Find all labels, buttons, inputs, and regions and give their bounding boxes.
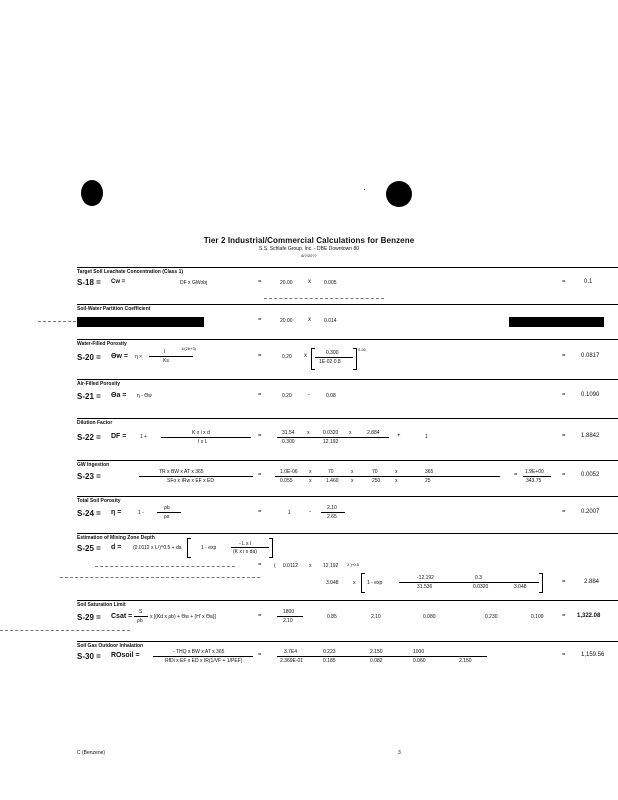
equation-formula: DF x GWobj bbox=[180, 280, 208, 286]
result-value: 0.1 bbox=[584, 279, 593, 285]
row3-num-2: 0.3 bbox=[475, 575, 482, 581]
value-1: 20.00 bbox=[280, 280, 293, 286]
equals-sign: = bbox=[258, 562, 262, 568]
row3-num-1: -12.192 bbox=[417, 575, 434, 581]
equation-symbol: Θa = bbox=[111, 392, 127, 399]
result-value: 1.8842 bbox=[581, 433, 600, 439]
times-1: x bbox=[309, 469, 312, 475]
fraction-bar bbox=[161, 437, 251, 438]
formula-frac-num: - L x I bbox=[239, 541, 252, 547]
numerator-3: 70 bbox=[372, 469, 378, 475]
value-1: 1 bbox=[288, 510, 291, 516]
equals-sign: = bbox=[258, 509, 262, 515]
bracket-left bbox=[187, 538, 191, 558]
denominator-4: 0.060 bbox=[413, 658, 426, 664]
equation-id: S-24 = bbox=[77, 509, 101, 518]
row3-times: x bbox=[353, 580, 356, 586]
numerator-2: 0.223 bbox=[323, 649, 336, 655]
times-4: x bbox=[309, 478, 312, 484]
section-title: Water-Filled Porosity bbox=[77, 341, 127, 347]
page-number: 3 bbox=[398, 750, 401, 756]
equals-sign: = bbox=[258, 353, 262, 359]
equals-sign-2: = bbox=[562, 613, 566, 619]
section-title: Estimation of Mixing Zone Depth bbox=[77, 535, 155, 541]
value-2: 0.08 bbox=[326, 393, 336, 399]
fraction-bar bbox=[139, 476, 253, 477]
denominator-5: 2.150 bbox=[459, 658, 472, 664]
formula-frac-den: ρb bbox=[137, 618, 143, 624]
exponent-value: 0.26 bbox=[358, 347, 366, 352]
formula-eta: η × bbox=[135, 354, 143, 360]
row2-paren: ( bbox=[274, 563, 276, 569]
equals-sign: = bbox=[258, 472, 262, 478]
formula-one: 1 - bbox=[138, 510, 144, 516]
equation-symbol: ROsoil = bbox=[111, 652, 140, 659]
value-5: 0.230 bbox=[485, 614, 498, 620]
row3-exp: 1 - exp bbox=[367, 580, 383, 586]
value-2: 0.005 bbox=[324, 280, 337, 286]
row3-den-3: 3.048 bbox=[514, 584, 527, 590]
fraction-bar bbox=[315, 357, 353, 358]
section-s20 bbox=[77, 339, 618, 378]
formula-denominator: ρs bbox=[164, 514, 170, 520]
ratio-numerator: 1.9E+00 bbox=[525, 469, 544, 475]
equation-id: S-18 = bbox=[77, 278, 101, 287]
fraction-bar-values bbox=[275, 476, 500, 477]
result-value: 2.884 bbox=[584, 579, 600, 585]
scan-artifact bbox=[0, 630, 130, 631]
times-3: x bbox=[395, 469, 398, 475]
fraction-denominator: 1E-02 0.8 bbox=[319, 359, 341, 365]
equals-sign-2: = bbox=[562, 472, 566, 478]
fraction-bar-values bbox=[277, 656, 487, 657]
row3-den-1: 31.536 bbox=[417, 584, 433, 590]
row3-value-1: 3.048 bbox=[326, 580, 339, 586]
equals-sign-2: = bbox=[562, 652, 566, 658]
value-6: 0.109 bbox=[531, 614, 544, 620]
equals-sign-2: = bbox=[562, 279, 566, 285]
formula-denominator: SFo x IRw x EF x ED bbox=[167, 478, 214, 484]
equals-sign: = bbox=[258, 279, 262, 285]
equation-symbol: Θw = bbox=[111, 353, 128, 360]
bracket-right bbox=[269, 538, 273, 558]
section-title: Soil Saturation Limit bbox=[77, 602, 126, 608]
section-title: Dilution Factor bbox=[77, 420, 113, 426]
value-1: 20.00 bbox=[280, 318, 293, 324]
section-title: Soil-Water Partition Coefficient bbox=[77, 306, 151, 312]
formula-frac-den: (K x i x da) bbox=[233, 549, 257, 555]
equation-id: S-22 = bbox=[77, 433, 101, 442]
denominator-1: 0.300 bbox=[282, 439, 295, 445]
numerator-4: 1000 bbox=[413, 649, 425, 655]
section-s23 bbox=[77, 460, 618, 495]
equation-symbol: DF = bbox=[111, 433, 127, 440]
fraction-bar bbox=[157, 512, 181, 513]
equals-sign-2: = bbox=[562, 433, 566, 439]
equation-symbol: η = bbox=[111, 509, 122, 516]
formula-exp: 1 - exp bbox=[201, 545, 217, 551]
value-3: 2.10 bbox=[371, 614, 381, 620]
redaction-right bbox=[509, 317, 604, 327]
equation-id: S-30 = bbox=[77, 652, 101, 661]
formula-denominator: RfDi x EF x ED x IR(1/VF + 1/PEF) bbox=[165, 658, 243, 664]
equals-sign-mid: = bbox=[514, 472, 518, 478]
row3-den-2: 0.0320 bbox=[473, 584, 489, 590]
times-6: x bbox=[395, 478, 398, 484]
numerator-2: 0.0320 bbox=[323, 430, 339, 436]
fraction-bar-values bbox=[277, 616, 303, 617]
section-title: Target Soil Leachate Concentration (Class 1) bbox=[77, 269, 184, 275]
times-2: x bbox=[351, 469, 354, 475]
page-date: 8/?/20?? bbox=[301, 253, 317, 258]
formula-numerator: I bbox=[164, 349, 166, 355]
equation-id: S-29 = bbox=[77, 613, 101, 622]
equation-id: S-20 = bbox=[77, 353, 101, 362]
fraction-numerator: 2.10 bbox=[327, 505, 337, 511]
ratio-denominator: 343.75 bbox=[526, 478, 542, 484]
equation-id: S-23 = bbox=[77, 472, 101, 481]
result-value: 0.0052 bbox=[581, 472, 600, 478]
section-s25 bbox=[77, 533, 618, 596]
footer-left: C (Benzene) bbox=[77, 750, 106, 756]
numerator-2: 70 bbox=[328, 469, 334, 475]
numerator-1: 31.54 bbox=[282, 430, 295, 436]
denominator-2: 12.192 bbox=[323, 439, 339, 445]
denominator-2: 1.460 bbox=[326, 478, 339, 484]
equals-sign: = bbox=[258, 613, 262, 619]
fraction-bar-values bbox=[321, 512, 345, 513]
times-sign: x bbox=[308, 317, 311, 323]
result-value: 1,159.56 bbox=[581, 652, 605, 658]
formula-main: (0.0112 x L²)^0.5 + da bbox=[133, 545, 182, 551]
row2-times: x bbox=[309, 563, 312, 569]
equation-symbol: Cw = bbox=[111, 279, 126, 285]
times-1: x bbox=[307, 430, 310, 436]
equation-symbol: Csat = bbox=[111, 613, 133, 620]
formula-numerator: ρb bbox=[164, 505, 170, 511]
denominator-3: 250 bbox=[372, 478, 381, 484]
fraction-bar bbox=[153, 656, 253, 657]
equals-sign-2: = bbox=[562, 392, 566, 398]
denominator-1: 2.10 bbox=[283, 618, 293, 624]
times-sign: x bbox=[308, 279, 311, 285]
result-value: 0.0817 bbox=[581, 353, 600, 359]
speck bbox=[364, 189, 365, 190]
punch-hole-right bbox=[386, 181, 412, 207]
page-subtitle: S.S. Schlafe Group, Inc. - DBE Downtown 80 bbox=[258, 246, 360, 252]
row2-value-1: 0.0112 bbox=[283, 563, 298, 569]
row3-bracket-right bbox=[539, 573, 543, 593]
plus-sign: + bbox=[397, 433, 401, 439]
result-value: 0.1090 bbox=[581, 392, 600, 398]
formula-numerator: K x i x d bbox=[192, 430, 210, 436]
denominator-1: 0.055 bbox=[280, 478, 293, 484]
formula-denominator: I x L bbox=[198, 439, 208, 445]
equals-sign-2: = bbox=[562, 579, 566, 585]
scan-artifact bbox=[38, 321, 76, 322]
minus-sign: - bbox=[308, 392, 310, 398]
bracket-left bbox=[311, 348, 315, 370]
equation-formula: η - Θw bbox=[137, 393, 152, 399]
formula-exponent: 1/(2b+3) bbox=[181, 346, 197, 351]
result-value: 1,322.08 bbox=[577, 613, 601, 619]
formula-denominator: Ks bbox=[163, 358, 169, 364]
formula-one: 1 + bbox=[140, 434, 148, 440]
scan-artifact bbox=[95, 566, 235, 567]
section-s21 bbox=[77, 379, 618, 414]
section-title: Air-Filled Porosity bbox=[77, 381, 121, 387]
value-1: 0.20 bbox=[282, 354, 292, 360]
value-2: 0.014 bbox=[324, 318, 337, 324]
row2-value-2: 12.192 bbox=[323, 563, 339, 569]
section-title: Total Soil Porosity bbox=[77, 498, 121, 504]
numerator-1: 1800 bbox=[283, 609, 295, 615]
scan-artifact bbox=[60, 577, 260, 578]
page-title: Tier 2 Industrial/Commercial Calculations for Benzene bbox=[203, 236, 415, 245]
section-s22 bbox=[77, 418, 618, 457]
equation-id: S-21 = bbox=[77, 392, 101, 401]
row3-bracket-left bbox=[361, 573, 365, 593]
equals-sign-2: = bbox=[562, 509, 566, 515]
fraction-bar bbox=[149, 356, 193, 357]
value-2: 0.85 bbox=[327, 614, 337, 620]
value-4: 0.080 bbox=[423, 614, 436, 620]
punch-hole-left bbox=[81, 180, 103, 206]
times-2: x bbox=[349, 430, 352, 436]
equals-sign: = bbox=[258, 433, 262, 439]
formula-numerator: TR x BW x AT x 365 bbox=[159, 469, 204, 475]
equals-sign: = bbox=[258, 317, 262, 323]
equals-sign: = bbox=[258, 392, 262, 398]
denominator-3: 0.082 bbox=[370, 658, 383, 664]
numerator-4: 365 bbox=[425, 469, 434, 475]
scan-artifact bbox=[264, 298, 384, 299]
equation-symbol: d = bbox=[111, 544, 122, 551]
formula-frac-num: S bbox=[139, 609, 143, 615]
minus-sign: - bbox=[309, 509, 311, 515]
fraction-numerator: 0.300 bbox=[326, 350, 339, 356]
redaction-left bbox=[77, 317, 204, 327]
denominator-1: 2.369E-01 bbox=[280, 658, 304, 664]
row2-exponent: 2 )^0.5 bbox=[347, 562, 360, 567]
result-value: 0.2007 bbox=[581, 509, 600, 515]
ratio-bar bbox=[523, 476, 551, 477]
times-sign: x bbox=[304, 353, 307, 359]
formula-main: x [(Kd x ρb) + Θw + (H' x Θa)] bbox=[150, 614, 216, 620]
equals-sign-2: = bbox=[562, 353, 566, 359]
section-s30 bbox=[77, 641, 618, 676]
denominator-2: 0.185 bbox=[323, 658, 336, 664]
fraction-bar bbox=[231, 547, 269, 548]
times-5: x bbox=[351, 478, 354, 484]
section-title: Soil Gas Outdoor Inhalation bbox=[77, 643, 144, 649]
fraction-bar bbox=[134, 616, 148, 617]
row3-fraction-bar bbox=[399, 582, 539, 583]
formula-numerator: - THQ x BW x AT x 365 bbox=[173, 649, 225, 655]
equation-id: S-25 = bbox=[77, 544, 101, 553]
bracket-right bbox=[353, 348, 357, 370]
fraction-denominator: 2.65 bbox=[327, 514, 337, 520]
section-s18 bbox=[77, 267, 618, 298]
denominator-4: 25 bbox=[425, 478, 431, 484]
numerator-1: 1.0E-06 bbox=[280, 469, 298, 475]
fraction-bar-values bbox=[277, 437, 389, 438]
section-s19 bbox=[77, 304, 618, 337]
section-s29 bbox=[77, 600, 618, 639]
numerator-3: 2.150 bbox=[370, 649, 383, 655]
equals-sign: = bbox=[258, 652, 262, 658]
value-1: 0.20 bbox=[282, 393, 292, 399]
section-s24 bbox=[77, 496, 618, 531]
one-value: 1 bbox=[425, 434, 428, 440]
section-title: GW Ingestion bbox=[77, 462, 110, 468]
numerator-3: 2.884 bbox=[367, 430, 380, 436]
numerator-1: 3.7E4 bbox=[284, 649, 298, 655]
